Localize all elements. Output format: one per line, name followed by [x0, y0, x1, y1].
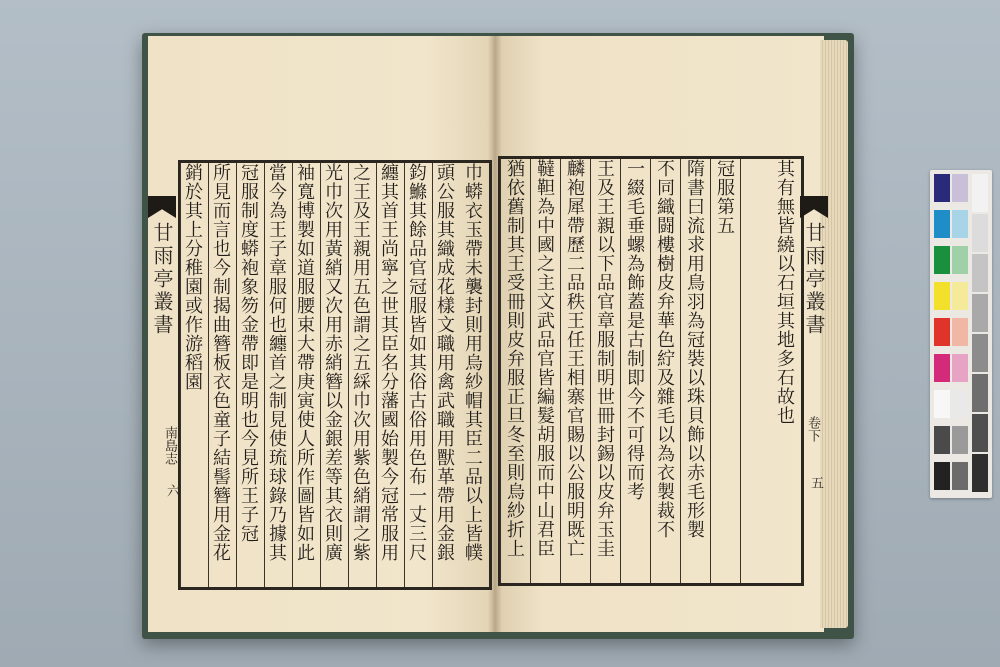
text-column: 巾蟒衣玉帶未襲封則用烏紗帽其臣二品以上皆幞	[462, 163, 483, 562]
text-column: 一綴毛垂螺為飾蓋是古制即今不可得而考	[620, 159, 651, 583]
color-patch	[952, 174, 968, 202]
right-page-number: 五	[808, 476, 823, 489]
color-patch	[934, 318, 950, 346]
text-column: 猶依舊制其王受冊則皮弁服正旦冬至則烏紗折上	[500, 159, 531, 583]
text-column: 隋書曰流求用鳥羽為冠裝以珠貝飾以赤毛形製	[680, 159, 711, 583]
right-volume-title: 卷下	[805, 416, 820, 442]
color-patch	[952, 354, 968, 382]
color-patch	[934, 390, 950, 418]
text-column: 之王及王親用五色謂之五綵巾次用紫色綃謂之紫	[348, 163, 377, 587]
color-patch	[952, 246, 968, 274]
color-patch	[934, 282, 950, 310]
left-book-title: 甘雨亭叢書	[150, 222, 174, 337]
text-column: 當今為王子章服何也纏首之制見使琉球錄乃據其	[264, 163, 293, 587]
color-patch	[934, 462, 950, 490]
text-column: 頭公服其織成花樣文職用禽武職用獸革帶用金銀	[432, 163, 461, 587]
right-text-block	[498, 156, 804, 586]
color-patch	[934, 354, 950, 382]
color-patch	[952, 390, 968, 418]
color-patch	[934, 210, 950, 238]
gray-patch	[972, 454, 988, 492]
right-book-title: 甘雨亭叢書	[802, 222, 826, 337]
color-patch	[952, 318, 968, 346]
text-column: 所見而言也今制揭曲簪板衣色童子結髻簪用金花	[208, 163, 237, 587]
text-column: 王及王親以下品官章服制明世冊封錫以皮弁玉圭	[590, 159, 621, 583]
color-patch	[934, 426, 950, 454]
gray-patch	[972, 414, 988, 452]
text-column: 袖寬博製如道服腰束大帶庚寅使人所作圖皆如此	[292, 163, 321, 587]
gray-patch	[972, 294, 988, 332]
color-patch	[952, 462, 968, 490]
left-page-number: 六	[164, 484, 179, 497]
text-column: 韃靼為中國之主文武品官皆編髮胡服而中山君臣	[530, 159, 561, 583]
text-column: 不同織闘樓樹皮弁華色紵及雜毛以為衣製裁不	[650, 159, 681, 583]
left-text-block	[178, 160, 492, 590]
color-calibration-card	[930, 170, 992, 498]
color-patch	[934, 174, 950, 202]
text-column: 麟袍犀帶歷二品秩王任王相寨官賜以公服明既亡	[560, 159, 591, 583]
text-column	[740, 159, 771, 583]
text-column: 銷於其上分稚園或作游稻園	[180, 163, 209, 587]
text-column: 其有無皆繞以石垣其地多石故也	[774, 159, 795, 425]
gray-patch	[972, 254, 988, 292]
text-column: 冠服第五	[710, 159, 741, 583]
gray-patch	[972, 214, 988, 252]
gray-patch	[972, 374, 988, 412]
gray-patch	[972, 334, 988, 372]
text-column: 冠服制度蟒袍象笏金帶即是明也今見所王子冠	[236, 163, 265, 587]
text-column: 纏其首王尚寧之世其臣名分藩國始製今冠常服用	[376, 163, 405, 587]
color-patch	[934, 246, 950, 274]
gray-patch	[972, 174, 988, 212]
color-patch	[952, 282, 968, 310]
text-column: 光巾次用黃綃又次用赤綃簪以金銀差等其衣則廣	[320, 163, 349, 587]
text-column: 鈞鰷其餘品官冠服皆如其俗古俗用色布一丈三尺	[404, 163, 433, 587]
left-volume-title: 南島志	[162, 426, 177, 465]
color-patch	[952, 426, 968, 454]
color-patch	[952, 210, 968, 238]
